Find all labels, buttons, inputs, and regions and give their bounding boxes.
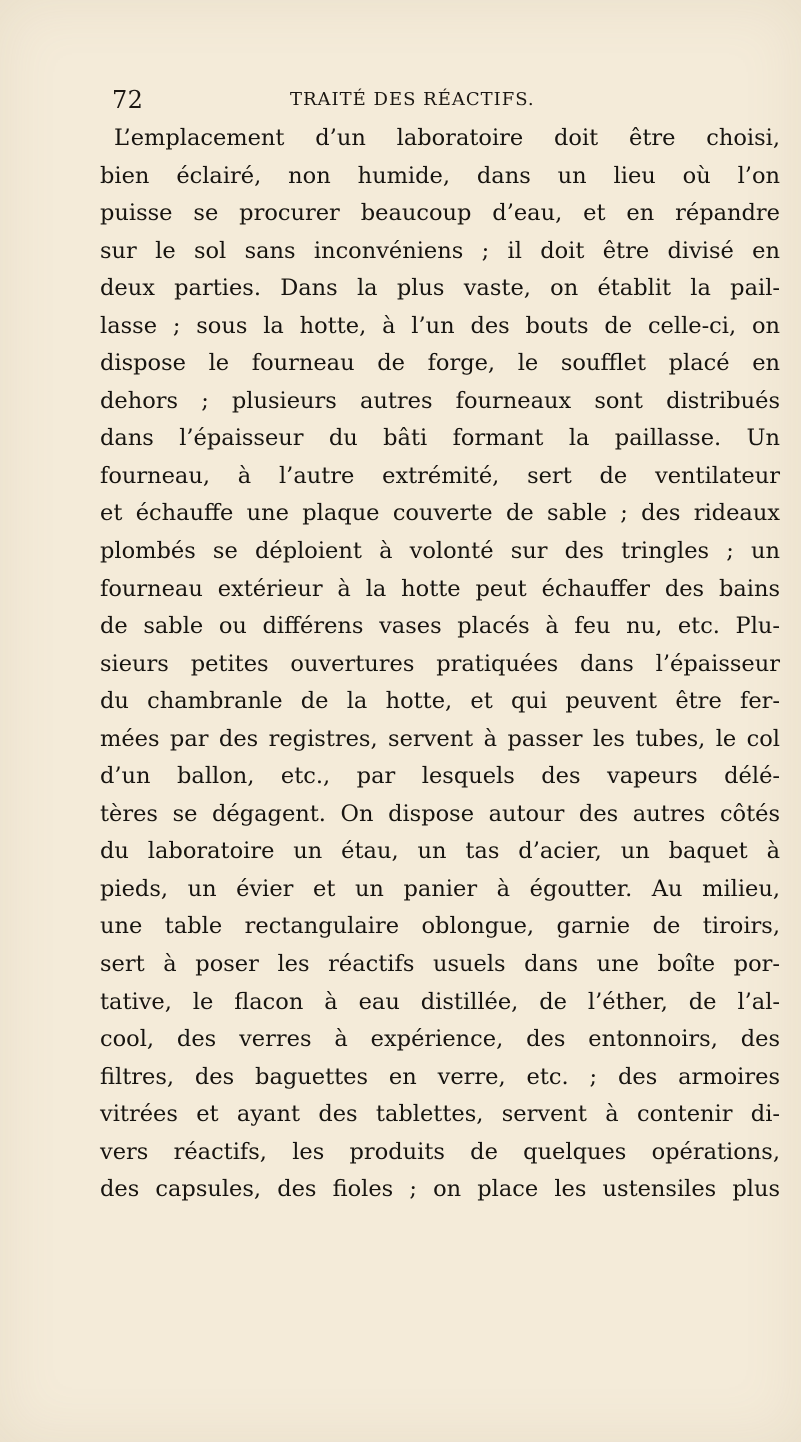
text-line: du chambranle de la hotte, et qui peuvent être fer-	[100, 688, 780, 715]
text-line: L’emplacement d’un laboratoire doit être choisi,	[114, 125, 780, 151]
text-line: cool, des verres à expérience, des entonnoirs, des	[100, 1026, 780, 1053]
text-line: vers réactifs, les produits de quelques opérations,	[100, 1138, 780, 1165]
text-line: sur le sol sans inconvéniens ; il doit être divisé en	[100, 237, 780, 264]
text-line: une table rectangulaire oblongue, garnie de tiroirs,	[100, 913, 780, 940]
text-line: fourneau extérieur à la hotte peut échauffer des bains	[100, 575, 780, 602]
page-number: 72	[112, 86, 144, 114]
text-line: plombés se déploient à volonté sur des tringles ; un	[100, 538, 780, 565]
text-line: fourneau, à l’autre extrémité, sert de ventilateur	[100, 462, 780, 489]
text-line: bien éclairé, non humide, dans un lieu où l’on	[100, 162, 780, 189]
body-text	[100, 120, 780, 1209]
text-line: dispose le fourneau de forge, le soufflet placé en	[100, 350, 780, 377]
text-line: lasse ; sous la hotte, à l’un des bouts de celle-ci, on	[100, 312, 780, 339]
text-line: et échauffe une plaque couverte de sable ; des rideaux	[100, 500, 780, 527]
page-header	[100, 88, 801, 118]
text-line: d’un ballon, etc., par lesquels des vapeurs délé-	[100, 763, 780, 790]
text-line: vitrées et ayant des tablettes, servent à contenir di-	[100, 1101, 780, 1128]
text-line: du laboratoire un étau, un tas d’acier, un baquet à	[100, 838, 780, 865]
text-line: des capsules, des fioles ; on place les ustensiles plus	[100, 1176, 780, 1203]
text-line: puisse se procurer beaucoup d’eau, et en répandre	[100, 200, 780, 227]
text-line: sert à poser les réactifs usuels dans une boîte por-	[100, 951, 780, 978]
text-line: mées par des registres, servent à passer les tubes, le col	[100, 725, 780, 752]
text-line: tative, le flacon à eau distillée, de l’éther, de l’al-	[100, 988, 780, 1015]
text-line: tères se dégagent. On dispose autour des autres côtés	[100, 800, 780, 827]
text-line: sieurs petites ouvertures pratiquées dans l’épaisseur	[100, 650, 780, 677]
text-line: filtres, des baguettes en verre, etc. ; des armoires	[100, 1063, 780, 1090]
text-line: dehors ; plusieurs autres fourneaux sont distribués	[100, 387, 780, 414]
text-line: deux parties. Dans la plus vaste, on établit la pail-	[100, 275, 780, 302]
text-line: pieds, un évier et un panier à égoutter. Au milieu,	[100, 875, 780, 902]
text-line: dans l’épaisseur du bâti formant la paillasse. Un	[100, 425, 780, 452]
running-head: TRAITÉ DES RÉACTIFS.	[290, 89, 535, 110]
text-line: de sable ou différens vases placés à feu nu, etc. Plu-	[100, 613, 780, 640]
